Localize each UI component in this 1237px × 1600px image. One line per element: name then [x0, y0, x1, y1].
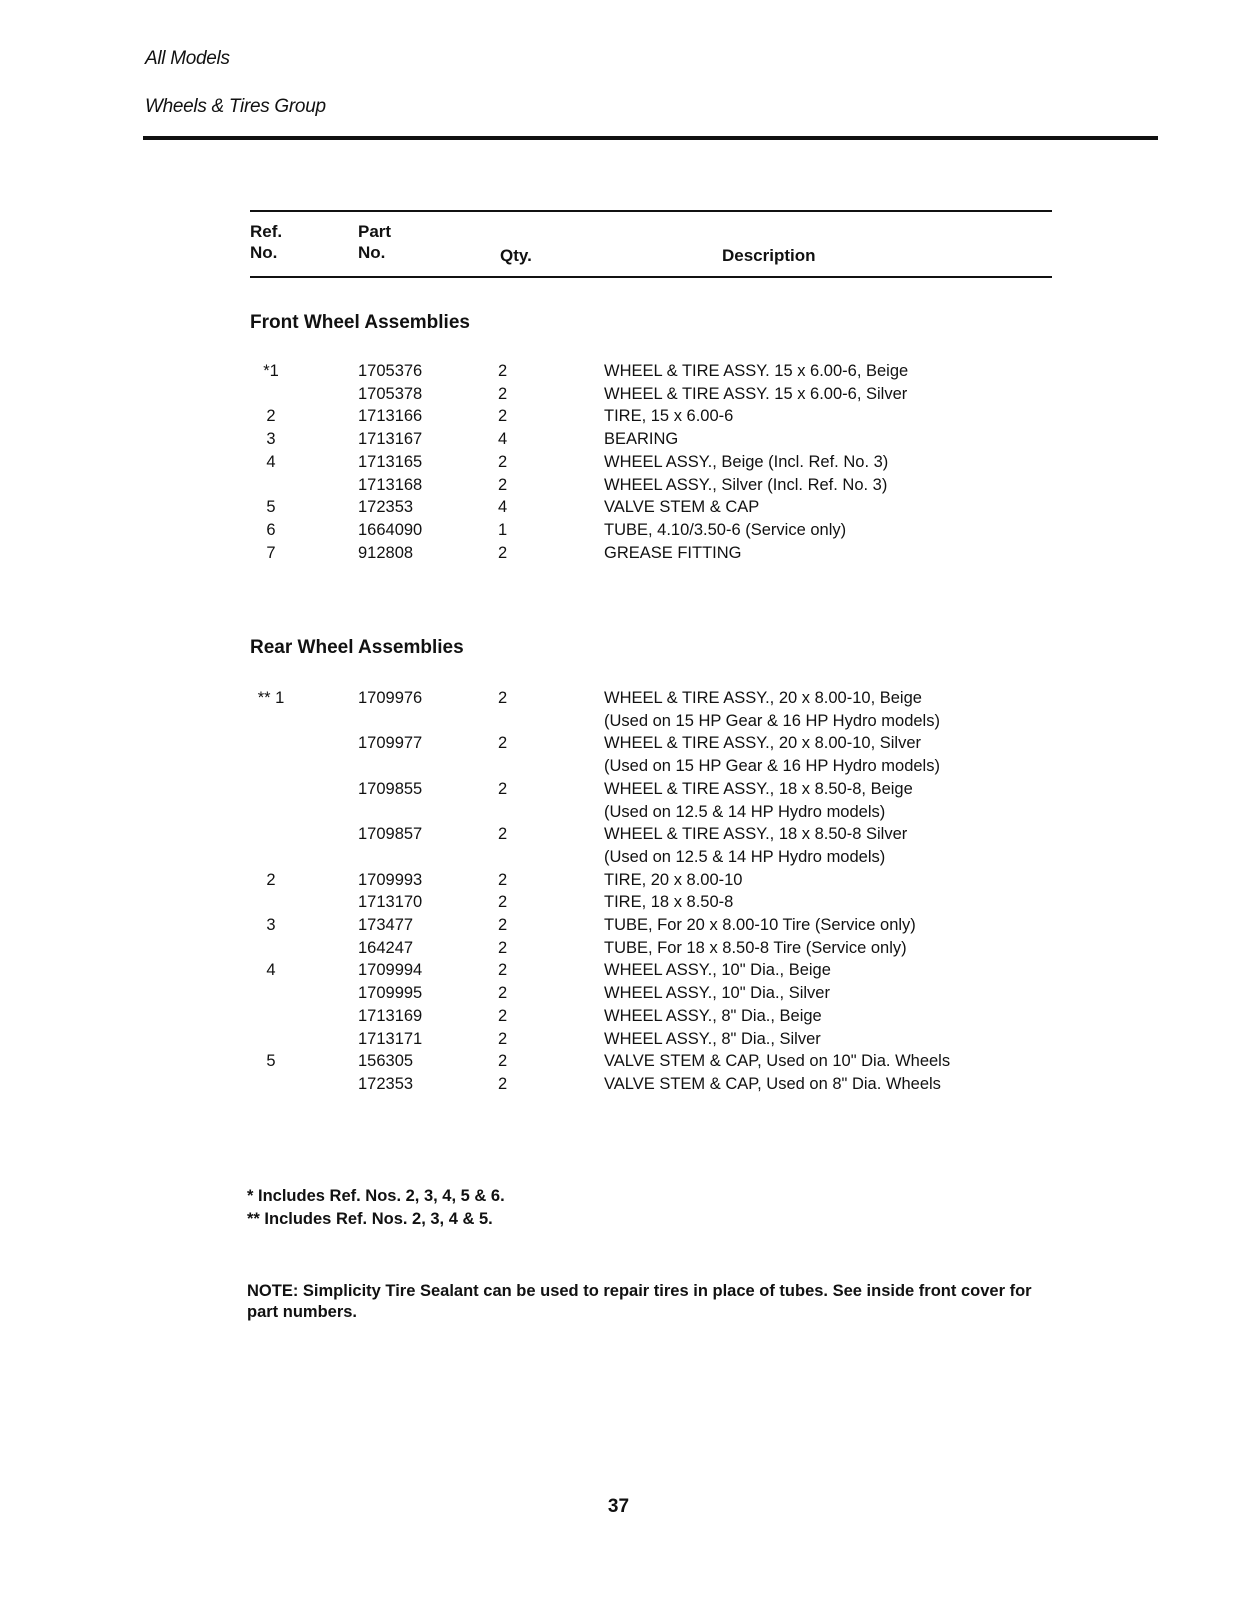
- qty-cell: 2: [498, 362, 508, 380]
- table-row: [0, 914, 1237, 937]
- part-number-cell: 912808: [358, 543, 414, 562]
- qty-cell: 2: [498, 893, 508, 912]
- qty-cell: 2: [498, 961, 508, 980]
- table-row: [0, 846, 1237, 869]
- qty-cell: 2: [498, 779, 508, 798]
- table-row: [0, 937, 1237, 960]
- col-header-ref-line2: No.: [250, 243, 278, 262]
- front-section-title: Front Wheel Assemblies: [250, 312, 470, 333]
- qty-cell: 2: [498, 1052, 508, 1071]
- description-cell: TUBE, For 20 x 8.00-10 Tire (Service only): [604, 916, 916, 934]
- description-cell: WHEEL & TIRE ASSY., 18 x 8.50-8 Silver: [604, 825, 908, 844]
- description-cell: VALVE STEM & CAP, Used on 8" Dia. Wheels: [604, 1074, 941, 1093]
- description-cell: WHEEL ASSY., 8" Dia., Silver: [604, 1029, 821, 1048]
- table-row: [0, 778, 1237, 801]
- ref-cell: 4: [266, 961, 276, 980]
- description-cell: (Used on 12.5 & 14 HP Hydro models): [604, 802, 886, 821]
- qty-cell: 2: [498, 1006, 508, 1025]
- description-cell: WHEEL ASSY., 10" Dia., Silver: [604, 984, 830, 1003]
- description-cell: WHEEL & TIRE ASSY. 15 x 6.00-6, Beige: [604, 362, 909, 380]
- table-row: [0, 474, 1237, 497]
- col-header-ref-line1: Ref.: [250, 222, 283, 241]
- table-row: [0, 383, 1237, 406]
- qty-cell: 2: [498, 1074, 508, 1093]
- table-header-top-rule: [250, 210, 1052, 212]
- table-row: [0, 1005, 1237, 1028]
- qty-cell: 2: [498, 825, 508, 844]
- col-header-qty: Qty.: [500, 246, 532, 265]
- qty-cell: 2: [498, 407, 508, 426]
- part-number-cell: 1713168: [358, 475, 423, 494]
- qty-cell: 2: [498, 689, 508, 707]
- rear-section-title: Rear Wheel Assemblies: [250, 637, 464, 658]
- description-cell: GREASE FITTING: [604, 543, 742, 562]
- col-header-part: [358, 221, 391, 263]
- ref-cell: 2: [266, 870, 276, 889]
- description-cell: WHEEL ASSY., 8" Dia., Beige: [604, 1006, 822, 1025]
- table-row: [0, 823, 1237, 846]
- part-number-cell: 1709994: [358, 961, 423, 980]
- table-row: [0, 428, 1237, 451]
- qty-cell: 1: [498, 520, 508, 539]
- header-model-label: All Models: [145, 48, 230, 69]
- qty-cell: 2: [498, 938, 508, 957]
- table-row: [0, 982, 1237, 1005]
- footnote-double-star: ** Includes Ref. Nos. 2, 3, 4 & 5.: [247, 1210, 493, 1228]
- table-row: [0, 891, 1237, 914]
- ref-cell: 5: [266, 498, 276, 517]
- part-number-cell: 156305: [358, 1052, 414, 1071]
- table-row: [0, 496, 1237, 519]
- description-cell: BEARING: [604, 430, 679, 449]
- ref-cell: 3: [266, 916, 276, 934]
- part-number-cell: 1709977: [358, 734, 423, 753]
- qty-cell: 2: [498, 384, 508, 403]
- description-cell: WHEEL & TIRE ASSY., 20 x 8.00-10, Silver: [604, 734, 922, 753]
- part-number-cell: 1713166: [358, 407, 423, 426]
- header-divider: [143, 136, 1158, 140]
- ref-cell: 5: [266, 1052, 276, 1071]
- description-cell: TIRE, 18 x 8.50-8: [604, 893, 734, 912]
- qty-cell: 2: [498, 734, 508, 753]
- part-number-cell: 1709857: [358, 825, 423, 844]
- ref-cell: ** 1: [257, 689, 285, 707]
- table-row: [0, 542, 1237, 565]
- description-cell: TIRE, 20 x 8.00-10: [604, 870, 743, 889]
- table-row: [0, 451, 1237, 474]
- table-row: [0, 869, 1237, 892]
- description-cell: WHEEL & TIRE ASSY. 15 x 6.00-6, Silver: [604, 384, 908, 403]
- ref-cell: 7: [266, 543, 276, 562]
- part-number-cell: 1713171: [358, 1029, 423, 1048]
- table-row: [0, 1028, 1237, 1051]
- part-number-cell: 1713167: [358, 430, 423, 449]
- ref-cell: *1: [263, 362, 279, 380]
- part-number-cell: 173477: [358, 916, 414, 934]
- part-number-cell: 1709976: [358, 689, 423, 707]
- ref-cell: 4: [266, 452, 276, 471]
- qty-cell: 2: [498, 1029, 508, 1048]
- table-row: [0, 405, 1237, 428]
- part-number-cell: 1705376: [358, 362, 423, 380]
- part-number-cell: 164247: [358, 938, 414, 957]
- description-cell: TUBE, 4.10/3.50-6 (Service only): [604, 520, 847, 539]
- description-cell: WHEEL ASSY., Silver (Incl. Ref. No. 3): [604, 475, 888, 494]
- ref-cell: 2: [266, 407, 276, 426]
- part-number-cell: 1705378: [358, 384, 423, 403]
- col-header-part-line1: Part: [358, 222, 392, 241]
- qty-cell: 2: [498, 452, 508, 471]
- page-number: 37: [607, 1496, 630, 1517]
- table-row: [0, 687, 1237, 710]
- part-number-cell: 1709855: [358, 779, 423, 798]
- part-number-cell: 172353: [358, 498, 414, 517]
- description-cell: TIRE, 15 x 6.00-6: [604, 407, 734, 426]
- description-cell: WHEEL ASSY., Beige (Incl. Ref. No. 3): [604, 452, 889, 471]
- ref-cell: 6: [266, 520, 276, 539]
- table-row: [0, 1050, 1237, 1073]
- table-row: [0, 959, 1237, 982]
- sealant-note: NOTE: Simplicity Tire Sealant can be used to repair tires in place of tubes. See inside front cover for part numbers.: [247, 1282, 1032, 1321]
- table-row: [0, 801, 1237, 824]
- qty-cell: 2: [498, 870, 508, 889]
- qty-cell: 4: [498, 498, 508, 517]
- description-cell: (Used on 15 HP Gear & 16 HP Hydro models): [604, 711, 940, 730]
- qty-cell: 2: [498, 475, 508, 494]
- table-row: [0, 755, 1237, 778]
- description-cell: TUBE, For 18 x 8.50-8 Tire (Service only): [604, 938, 907, 957]
- table-row: [0, 710, 1237, 733]
- table-header-bottom-rule: [250, 276, 1052, 278]
- table-row: [0, 519, 1237, 542]
- qty-cell: 4: [498, 430, 508, 449]
- description-cell: WHEEL & TIRE ASSY., 20 x 8.00-10, Beige: [604, 689, 922, 707]
- description-cell: (Used on 15 HP Gear & 16 HP Hydro models): [604, 757, 940, 776]
- col-header-part-line2: No.: [358, 243, 386, 262]
- part-number-cell: 1713165: [358, 452, 423, 471]
- footnote-single-star: * Includes Ref. Nos. 2, 3, 4, 5 & 6.: [247, 1187, 505, 1205]
- part-number-cell: 172353: [358, 1074, 414, 1093]
- table-row: [0, 360, 1237, 383]
- part-number-cell: 1709993: [358, 870, 423, 889]
- qty-cell: 2: [498, 916, 508, 934]
- table-row: [0, 1073, 1237, 1096]
- part-number-cell: 1713170: [358, 893, 423, 912]
- part-number-cell: 1664090: [358, 520, 423, 539]
- part-number-cell: 1709995: [358, 984, 423, 1003]
- table-row: [0, 732, 1237, 755]
- description-cell: VALVE STEM & CAP: [604, 498, 760, 517]
- qty-cell: 2: [498, 984, 508, 1003]
- col-header-description: Description: [722, 246, 816, 265]
- col-header-ref: [250, 221, 282, 263]
- description-cell: VALVE STEM & CAP, Used on 10" Dia. Wheels: [604, 1052, 951, 1071]
- ref-cell: 3: [266, 430, 276, 449]
- description-cell: (Used on 12.5 & 14 HP Hydro models): [604, 847, 886, 866]
- header-group-title: Wheels & Tires Group: [145, 96, 326, 117]
- qty-cell: 2: [498, 543, 508, 562]
- description-cell: WHEEL & TIRE ASSY., 18 x 8.50-8, Beige: [604, 779, 913, 798]
- part-number-cell: 1713169: [358, 1006, 423, 1025]
- description-cell: WHEEL ASSY., 10" Dia., Beige: [604, 961, 831, 980]
